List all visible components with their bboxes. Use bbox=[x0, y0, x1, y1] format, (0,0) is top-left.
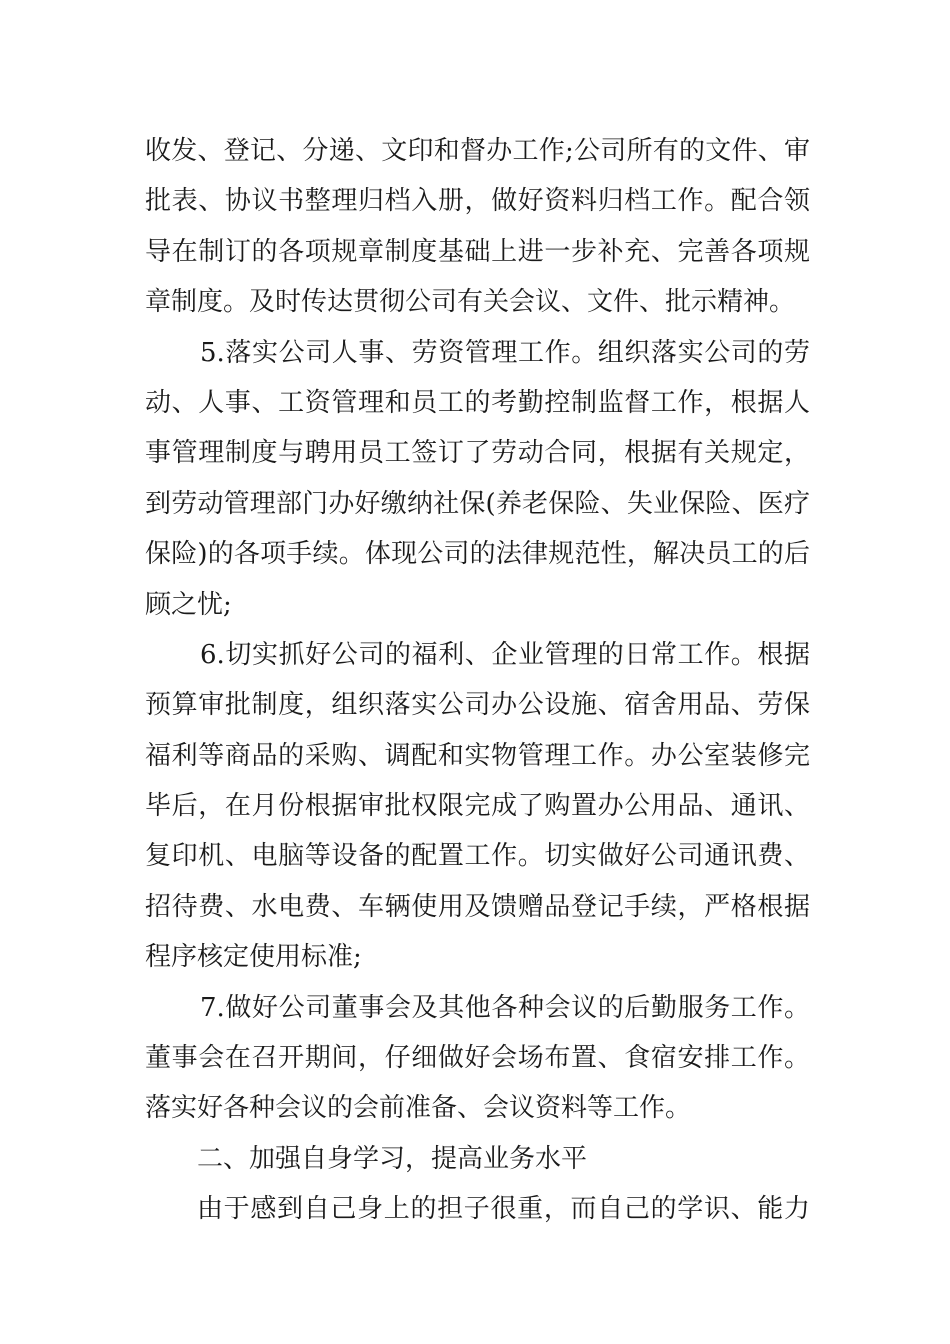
text-line: 毕后，在月份根据审批权限完成了购置办公用品、通讯、 bbox=[145, 791, 810, 822]
section-heading: 二、加强自身学习，提高业务水平 bbox=[197, 1143, 588, 1174]
text-line: 福利等商品的采购、调配和实物管理工作。办公室装修完 bbox=[145, 740, 810, 771]
text-line: 导在制订的各项规章制度基础上进一步补充、完善各项规 bbox=[145, 236, 810, 267]
text-line: 程序核定使用标准; bbox=[145, 942, 362, 973]
text-line: 保险)的各项手续。体现公司的法律规范性，解决员工的后 bbox=[145, 539, 810, 570]
text-line: 收发、登记、分递、文印和督办工作;公司所有的文件、审 bbox=[145, 136, 810, 166]
text-line: 动、人事、工资管理和员工的考勤控制监督工作，根据人 bbox=[145, 387, 810, 418]
text-line: 到劳动管理部门办好缴纳社保(养老保险、失业保险、医疗 bbox=[145, 488, 810, 519]
text-line: 预算审批制度，组织落实公司办公设施、宿舍用品、劳保 bbox=[145, 690, 810, 721]
text-line: 由于感到自己身上的担子很重，而自己的学识、能力 bbox=[197, 1194, 810, 1225]
text-line: 6.切实抓好公司的福利、企业管理的日常工作。根据 bbox=[200, 639, 810, 670]
text-line: 招待费、水电费、车辆使用及馈赠品登记手续，严格根据 bbox=[145, 891, 810, 922]
text-line: 落实好各种会议的会前准备、会议资料等工作。 bbox=[145, 1093, 692, 1124]
text-line: 章制度。及时传达贯彻公司有关会议、文件、批示精神。 bbox=[145, 287, 796, 318]
text-line: 批表、协议书整理归档入册，做好资料归档工作。配合领 bbox=[145, 186, 810, 217]
text-line: 事管理制度与聘用员工签订了劳动合同，根据有关规定， bbox=[145, 438, 810, 469]
text-line: 顾之忧; bbox=[145, 589, 232, 620]
text-line: 7.做好公司董事会及其他各种会议的后勤服务工作。 bbox=[200, 992, 810, 1023]
text-line: 董事会在召开期间，仔细做好会场布置、食宿安排工作。 bbox=[145, 1043, 810, 1074]
document-body bbox=[145, 126, 810, 1235]
text-line: 复印机、电脑等设备的配置工作。切实做好公司通讯费、 bbox=[145, 841, 810, 872]
text-line: 5.落实公司人事、劳资管理工作。组织落实公司的劳 bbox=[200, 337, 810, 368]
